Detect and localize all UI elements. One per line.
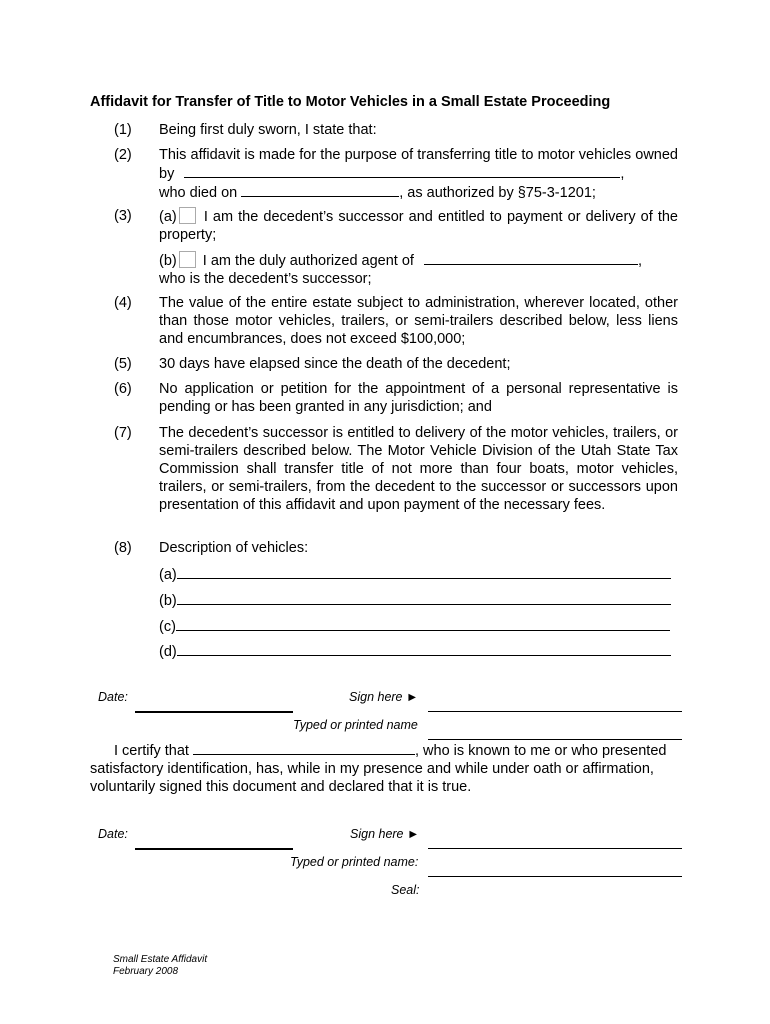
item-text-block	[159, 146, 678, 202]
document-title: Affidavit for Transfer of Title to Motor Vehicles in a Small Estate Proceeding	[90, 94, 611, 110]
item-number: (7)	[114, 425, 132, 441]
item-text-block	[159, 251, 678, 288]
item-text: 30 days have elapsed since the death of the decedent;	[159, 356, 511, 372]
item-text: who died on	[159, 185, 238, 201]
agent-comma: ,	[638, 253, 643, 269]
vehicle-label: (c)	[159, 619, 176, 635]
item-number: (8)	[114, 540, 132, 556]
date-label-1: Date:	[98, 690, 128, 704]
seal-label: Seal:	[391, 883, 420, 897]
vehicle-b-input-line[interactable]	[177, 591, 671, 605]
agent-of-line[interactable]	[424, 251, 638, 265]
option-a-text: I am the decedent’s successor and entitled to payment or delivery of the property;	[159, 209, 678, 243]
option-b-label: (b)	[159, 253, 177, 269]
typed-name-label-1: Typed or printed name	[293, 718, 418, 732]
vehicle-c-input-line[interactable]	[176, 617, 670, 631]
sign-here-label-1: Sign here ►	[349, 690, 419, 704]
typed-name-label-2: Typed or printed name:	[290, 855, 419, 869]
item-text-block	[159, 207, 678, 244]
vehicle-label: (d)	[159, 644, 177, 660]
certification-paragraph	[90, 741, 680, 796]
vehicle-line-d	[159, 642, 671, 661]
date-of-death-line[interactable]	[241, 183, 399, 197]
vehicle-label: (a)	[159, 567, 177, 583]
footer-form-name: Small Estate Affidavit	[113, 954, 208, 965]
vehicle-line-a	[159, 565, 671, 584]
vehicle-line-b	[159, 591, 671, 610]
date-label-2: Date:	[98, 827, 128, 841]
vehicle-d-input-line[interactable]	[177, 642, 671, 656]
option-a-checkbox[interactable]	[179, 207, 196, 224]
item-number: (1)	[114, 122, 132, 138]
item-text: , as authorized by §75-3-1201;	[399, 185, 596, 201]
option-a-label: (a)	[159, 209, 177, 225]
date-line-1[interactable]	[135, 711, 293, 713]
typed-name-line-1[interactable]	[428, 739, 682, 740]
item-text: Being first duly sworn, I state that:	[159, 122, 377, 138]
item-text: No application or petition for the appointment of a personal representative is pending or has been granted in any jurisdiction; and	[159, 381, 678, 415]
item-text: The decedent’s successor is entitled to delivery of the motor vehicles, trailers, or semi-trailers described below. The Motor Vehicle Division of the Utah State Tax Commission shall transfer title of not more than four boats, motor vehicles, trailers, or semi-trailers, from the decedent to the successor or successors upon presentation of this affidavit and upon payment of the necessary fees.	[159, 425, 678, 513]
vehicle-line-c	[159, 617, 670, 636]
signature-line-2[interactable]	[428, 848, 682, 849]
item-number: (6)	[114, 381, 132, 397]
item-number: (4)	[114, 295, 132, 311]
option-b-checkbox[interactable]	[179, 251, 196, 268]
owner-name-line[interactable]	[184, 164, 620, 178]
item-text: Description of vehicles:	[159, 540, 309, 556]
item-number: (5)	[114, 356, 132, 372]
certify-name-line[interactable]	[193, 741, 415, 755]
item-number: (2)	[114, 147, 132, 163]
certify-text-b: , who is known to me or who presented satisfactory identification, has, while in my presence and while under oath or affirmation, voluntarily signed this document and declared that it is true.	[90, 743, 667, 795]
certify-text-a: I certify that	[114, 743, 189, 759]
item-number: (3)	[114, 208, 132, 224]
signature-line-1[interactable]	[428, 711, 682, 712]
option-b-text-2: who is the decedent’s successor;	[159, 271, 372, 287]
option-b-text: I am the duly authorized agent of	[202, 253, 414, 269]
footer-form-date: February 2008	[113, 966, 179, 977]
vehicle-a-input-line[interactable]	[177, 565, 671, 579]
vehicle-label: (b)	[159, 593, 177, 609]
typed-name-line-2[interactable]	[428, 876, 682, 877]
date-line-2[interactable]	[135, 848, 293, 850]
item-text: The value of the entire estate subject to administration, wherever located, other than those motor vehicles, trailers, or semi-trailers described below, less liens and encumbrances, does not exceed $100,000;	[159, 295, 678, 347]
owner-comma: ,	[620, 166, 625, 182]
item-text: This affidavit is made for the purpose of transferring title to motor vehicles owned by	[159, 147, 678, 182]
sign-here-label-2: Sign here ►	[350, 827, 420, 841]
